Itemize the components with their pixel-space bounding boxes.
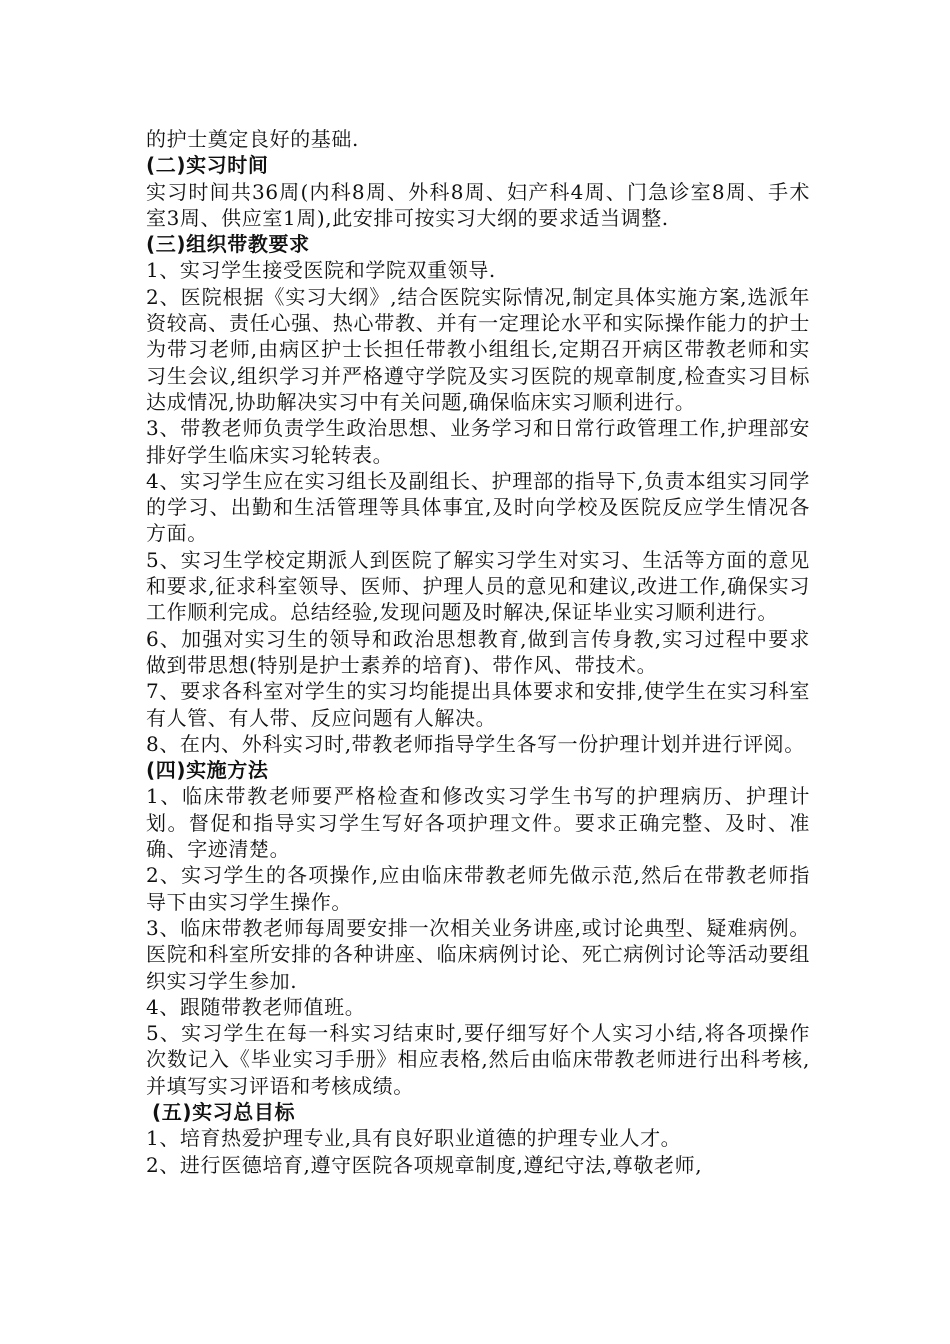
paragraph-item-8: 8、在内、外科实习时,带教老师指导学生各写一份护理计划并进行评阅。 bbox=[146, 731, 805, 756]
paragraph-continuation: 的护士奠定良好的基础. bbox=[146, 127, 359, 151]
paragraph-method-4: 4、跟随带教老师值班。 bbox=[146, 994, 366, 1019]
section-heading-teaching-requirements: (三)组织带教要求 bbox=[146, 232, 310, 257]
paragraph-item-3: 3、带教老师负责学生政治思想、业务学习和日常行政管理工作,护理部安排好学生临床实习轮转表。 bbox=[146, 416, 810, 467]
paragraph-item-5: 5、实习生学校定期派人到医院了解实习学生对实习、生活等方面的意见和要求,征求科室领导、医师、护理人员的意见和建议,改进工作,确保实习工作顺利完成。总结经验,发现问题及时解决,保证毕业实习顺利进行。 bbox=[146, 547, 810, 625]
paragraph-goal-2: 2、进行医德培育,遵守医院各项规章制度,遵纪守法,尊敬老师, bbox=[146, 1152, 703, 1177]
paragraph-method-5: 5、实习学生在每一科实习结束时,要仔细写好个人实习小结,将各项操作次数记入《毕业实习手册》相应表格,然后由临床带教老师进行出科考核,并填写实习评语和考核成绩。 bbox=[146, 1021, 810, 1098]
paragraph-item-6: 6、加强对实习生的领导和政治思想教育,做到言传身教,实习过程中要求做到带思想(特别是护士素养的培育)、带作风、带技术。 bbox=[146, 626, 810, 677]
document-body bbox=[146, 126, 810, 1178]
paragraph-internship-duration: 实习时间共36周(内科8周、外科8周、妇产科4周、门急诊室8周、手术室3周、供应室1周),此安排可按实习大纲的要求适当调整. bbox=[146, 179, 810, 230]
paragraph-item-2: 2、医院根据《实习大纲》,结合医院实际情况,制定具体实施方案,选派年资较高、责任心强、热心带教、并有一定理论水平和实际操作能力的护士为带习老师,由病区护士长担任带教小组组长,定期召开病区带教老师和实习生会议,组织学习并严格遵守学院及实习医院的规章制度,检查实习目标达成情况,协助解决实习中有关问题,确保临床实习顺利进行。 bbox=[146, 284, 810, 414]
paragraph-item-1: 1、实习学生接受医院和学院双重领导. bbox=[146, 258, 496, 283]
section-heading-overall-goals: (五)实习总目标 bbox=[152, 1099, 296, 1124]
paragraph-item-7: 7、要求各科室对学生的实习均能提出具体要求和安排,使学生在实习科室有人管、有人带、反应问题有人解决。 bbox=[146, 679, 810, 730]
paragraph-item-4: 4、实习学生应在实习组长及副组长、护理部的指导下,负责本组实习同学的学习、出勤和生活管理等具体事宜,及时向学校及医院反应学生情况各方面。 bbox=[146, 468, 810, 546]
paragraph-method-3: 3、临床带教老师每周要安排一次相关业务讲座,或讨论典型、疑难病例。医院和科室所安排的各种讲座、临床病例讨论、死亡病例讨论等活动要组织实习学生参加. bbox=[146, 915, 810, 993]
paragraph-method-2: 2、实习学生的各项操作,应由临床带教老师先做示范,然后在带教老师指导下由实习学生操作。 bbox=[146, 863, 810, 914]
paragraph-method-1: 1、临床带教老师要严格检查和修改实习学生书写的护理病历、护理计划。督促和指导实习学生写好各项护理文件。要求正确完整、及时、准确、字迹清楚。 bbox=[146, 784, 810, 862]
paragraph-goal-1: 1、培育热爱护理专业,具有良好职业道德的护理专业人才。 bbox=[146, 1126, 682, 1151]
section-heading-internship-time: (二)实习时间 bbox=[146, 153, 269, 178]
section-heading-implementation-methods: (四)实施方法 bbox=[146, 758, 269, 783]
